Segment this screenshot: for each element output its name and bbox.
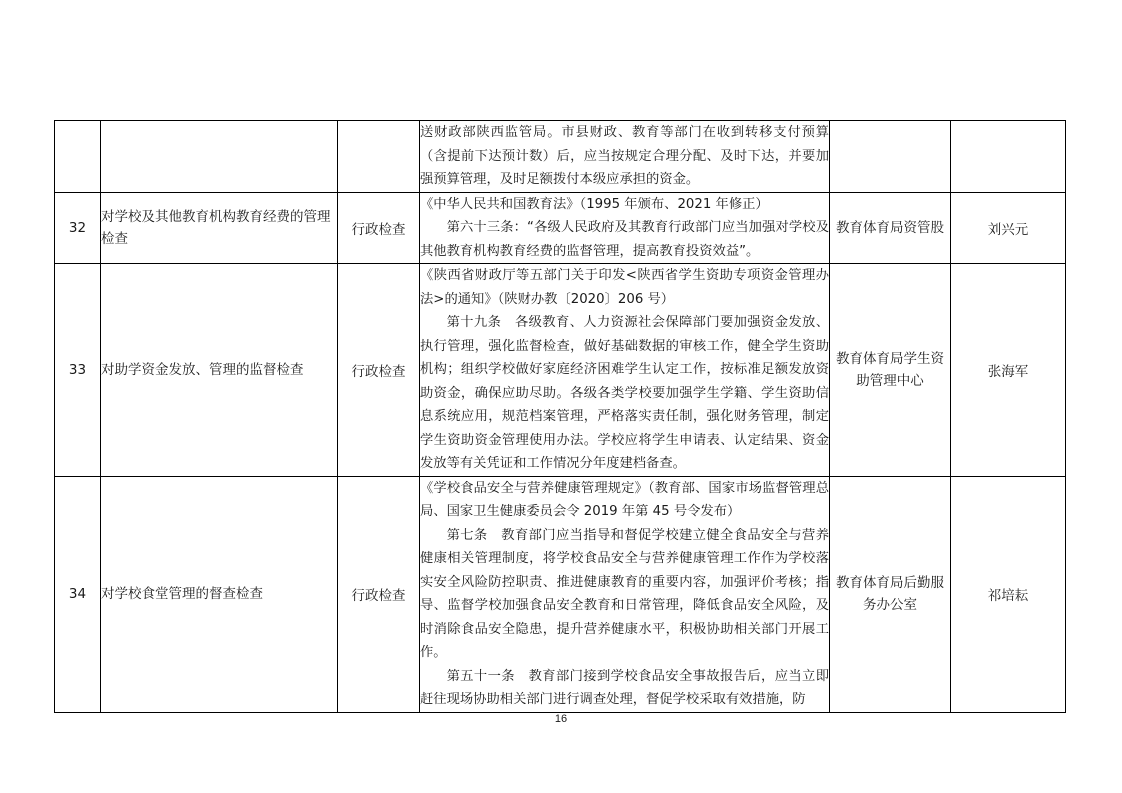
basis-paragraph: 第七条 教育部门应当指导和督促学校建立健全食品安全与营养健康相关管理制度，将学校食品安全与营养健康管理工作作为学校落实安全风险防控职责、推进健康教育的重要内容，加强评价考核；指导、监督学校加强食品安全教育和日常管理，降低食品安全风险，及时消除食品安全隐患，提升营养健康水平，积极协助相关部门开展工作。: [420, 527, 829, 660]
row-number: [55, 121, 101, 193]
item-name: 对学校及其他教育机构教育经费的管理检查: [101, 192, 338, 264]
responsible-person: 刘兴元: [951, 192, 1066, 264]
item-name: 对学校食堂管理的督查检查: [101, 476, 338, 712]
responsible-department: 教育体育局资管股: [830, 192, 951, 264]
item-name: [101, 121, 338, 193]
table-row: [55, 192, 1066, 264]
responsible-person: 张海军: [951, 264, 1066, 477]
row-number: 34: [55, 476, 101, 712]
responsible-department: [830, 121, 951, 193]
basis-paragraph: 第五十一条 教育部门接到学校食品安全事故报告后，应当立即赶往现场协助相关部门进行调查处理，督促学校采取有效措施，防: [420, 668, 829, 707]
row-number: 33: [55, 264, 101, 477]
legal-basis: [420, 264, 830, 477]
table-row: [55, 121, 1066, 193]
row-number: 32: [55, 192, 101, 264]
item-type: [338, 121, 420, 193]
legal-basis: [420, 192, 830, 264]
table-row: [55, 476, 1066, 712]
basis-paragraph: 第六十三条：“各级人民政府及其教育行政部门应当加强对学校及其他教育机构教育经费的监督管理，提高教育投资效益”。: [420, 220, 829, 259]
item-type: 行政检查: [338, 264, 420, 477]
basis-title: 《中华人民共和国教育法》（1995 年颁布、2021 年修正）: [420, 196, 769, 212]
table-row: [55, 264, 1066, 477]
item-type: 行政检查: [338, 476, 420, 712]
basis-title: 《学校食品安全与营养健康管理规定》（教育部、国家市场监督管理总局、国家卫生健康委员会令 2019 年第 45 号令发布）: [420, 480, 829, 519]
permissions-table: [54, 120, 1066, 713]
item-type: 行政检查: [338, 192, 420, 264]
responsible-person: [951, 121, 1066, 193]
responsible-department: 教育体育局学生资助管理中心: [830, 264, 951, 477]
legal-basis: [420, 476, 830, 712]
responsible-person: 祁培耘: [951, 476, 1066, 712]
item-name: 对助学资金发放、管理的监督检查: [101, 264, 338, 477]
basis-paragraph: 第十九条 各级教育、人力资源社会保障部门要加强资金发放、执行管理，强化监督检查，做好基础数据的审核工作，健全学生资助机构；组织学校做好家庭经济困难学生认定工作，按标准足额发放资助资金，确保应助尽助。各级各类学校要加强学生学籍、学生资助信息系统应用，规范档案管理，严格落实责任制，强化财务管理，制定学生资助资金管理使用办法。学校应将学生申请表、认定结果、资金发放等有关凭证和工作情况分年度建档备查。: [420, 315, 829, 471]
basis-paragraph: 送财政部陕西监管局。市县财政、教育等部门在收到转移支付预算（含提前下达预计数）后，应当按规定合理分配、及时下达，并要加强预算管理，及时足额拨付本级应承担的资金。: [420, 125, 829, 187]
legal-basis: [420, 121, 830, 193]
page-number: 16: [554, 713, 568, 725]
basis-title: 《陕西省财政厅等五部门关于印发<陕西省学生资助专项资金管理办法>的通知》（陕财办教〔2020〕206 号）: [420, 268, 829, 307]
responsible-department: 教育体育局后勤服务办公室: [830, 476, 951, 712]
